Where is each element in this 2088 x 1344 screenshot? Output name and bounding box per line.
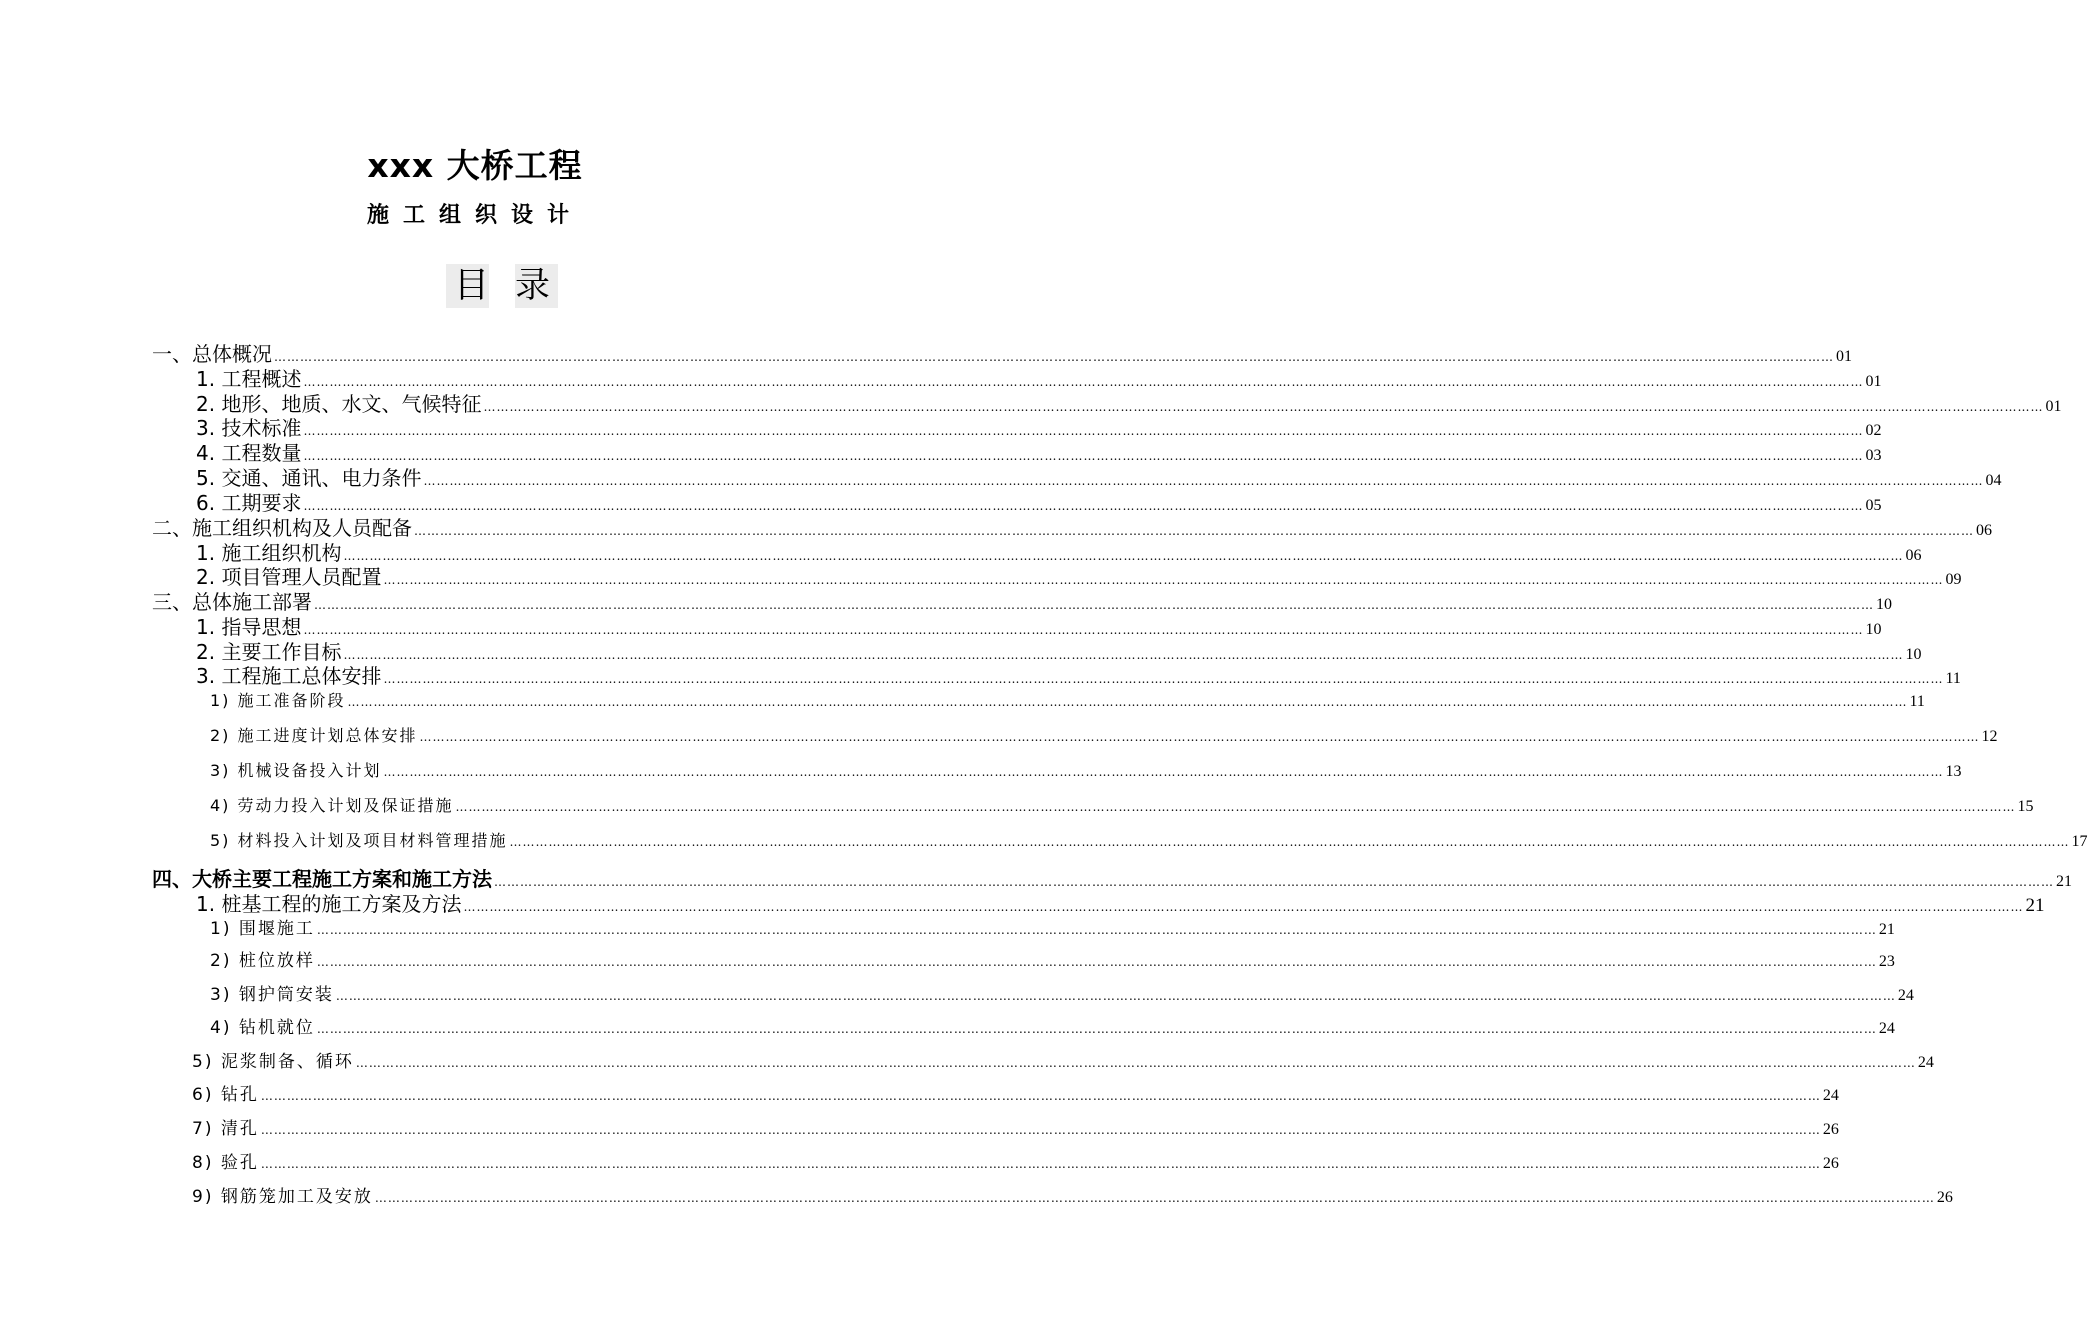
toc-entry[interactable] <box>192 1114 1839 1139</box>
toc-entry-page: 24 <box>1878 1020 1895 1037</box>
leader-dots: ……………………………………………………………………………………………………………………………………………………………………………………………………………………………………………………………………………………………………………………………… <box>423 474 1984 488</box>
toc-entry[interactable] <box>196 888 2045 917</box>
leader-dots: ……………………………………………………………………………………………………………………………………………………………………………………………………………………………………………………………………………………………………………………………… <box>303 623 1864 637</box>
toc-entry-page: 01 <box>1836 348 1852 365</box>
leader-dots: ……………………………………………………………………………………………………………………………………………………………………………………………………………………………………………………………………………………………………………………………… <box>494 875 2054 889</box>
toc-entry-page: 03 <box>1865 447 1882 464</box>
toc-entry-page: 26 <box>1822 1155 1839 1172</box>
toc-entry[interactable] <box>210 828 2088 851</box>
leader-dots: ……………………………………………………………………………………………………………………………………………………………………………………………………………………………………………………………………………………………………………………………… <box>260 1089 1821 1103</box>
toc-entry-page: 21 <box>2025 895 2045 916</box>
leader-dots: ……………………………………………………………………………………………………………………………………………………………………………………………………………………………………………………………………………………………………………………………… <box>374 1191 1935 1205</box>
leader-dots: ……………………………………………………………………………………………………………………………………………………………………………………………………………………………………………………………………………………………………………………………… <box>414 524 1974 538</box>
toc-entry-page: 10 <box>1865 621 1882 638</box>
toc-entry-label: 2. 项目管理人员配置 <box>196 565 382 589</box>
toc-entry-page: 24 <box>1897 987 1914 1004</box>
toc-entry-label: 1. 桩基工程的施工方案及方法 <box>196 892 462 916</box>
toc-entry-label: 三、总体施工部署 <box>152 590 312 614</box>
toc-entry-label: 4) 劳动力投入计划及保证措施 <box>210 796 454 815</box>
toc-entry-label: 一、总体概况 <box>152 342 272 366</box>
toc-entry-page: 10 <box>1905 646 1922 663</box>
toc-entry-label: 8) 验孔 <box>192 1153 259 1173</box>
leader-dots: ……………………………………………………………………………………………………………………………………………………………………………………………………………………………………………………………………………………………………………………………… <box>274 350 1834 364</box>
toc-entry[interactable] <box>192 1047 1934 1072</box>
leader-dots: ……………………………………………………………………………………………………………………………………………………………………………………………………………………………………………………………………………………………………………………………… <box>260 1123 1821 1137</box>
leader-dots: ……………………………………………………………………………………………………………………………………………………………………………………………………………………………………………………………………………………………………………………………… <box>383 573 1944 587</box>
toc-entry[interactable] <box>192 1148 1839 1173</box>
toc-entry-label: 2) 桩位放样 <box>210 951 315 971</box>
leader-dots: ……………………………………………………………………………………………………………………………………………………………………………………………………………………………………………………………………………………………………………………………… <box>347 695 1908 709</box>
leader-dots: ……………………………………………………………………………………………………………………………………………………………………………………………………………………………………………………………………………………………………………………………… <box>355 1056 1916 1070</box>
toc-heading-left: 目 <box>454 266 490 306</box>
toc-entry-page: 06 <box>1905 547 1922 564</box>
toc-entry[interactable] <box>210 914 1895 939</box>
toc-entry-page: 17 <box>2071 833 2088 850</box>
document-subtitle: 施工组织设计 <box>366 203 583 228</box>
leader-dots: ……………………………………………………………………………………………………………………………………………………………………………………………………………………………………………………………………………………………………………………………… <box>316 923 1877 937</box>
toc-entry[interactable] <box>192 1182 1953 1207</box>
toc-entry-label: 四、大桥主要工程施工方案和施工方法 <box>152 867 492 891</box>
toc-entry-label: 3) 钢护筒安装 <box>210 985 334 1005</box>
toc-entry-label: 二、施工组织机构及人员配备 <box>152 516 412 540</box>
toc-entry-label: 1. 施工组织机构 <box>196 541 342 565</box>
toc-entry[interactable] <box>196 660 1961 689</box>
leader-dots: ……………………………………………………………………………………………………………………………………………………………………………………………………………………………………………………………………………………………………………………………… <box>303 424 1864 438</box>
toc-entry-label: 7) 清孔 <box>192 1119 259 1139</box>
leader-dots: ……………………………………………………………………………………………………………………………………………………………………………………………………………………………………………………………………………………………………………………………… <box>316 955 1877 969</box>
toc-entry-label: 4) 钻机就位 <box>210 1018 315 1038</box>
toc-entry-page: 15 <box>2017 798 2034 815</box>
toc-entry-page: 24 <box>1822 1087 1839 1104</box>
toc-entry-page: 21 <box>2056 873 2072 890</box>
toc-entry-page: 05 <box>1865 497 1882 514</box>
toc-entry-page: 26 <box>1822 1121 1839 1138</box>
toc-entry-label: 3. 工程施工总体安排 <box>196 664 382 688</box>
toc-entry-label: 3) 机械设备投入计划 <box>210 761 382 780</box>
toc-entry-page: 01 <box>2045 398 2062 415</box>
toc-entry-page: 12 <box>1981 728 1998 745</box>
toc-entry-label: 3. 技术标准 <box>196 416 302 440</box>
toc-entry-label: 4. 工程数量 <box>196 441 302 465</box>
leader-dots: ……………………………………………………………………………………………………………………………………………………………………………………………………………………………………………………………………………………………………………………………… <box>383 672 1944 686</box>
leader-dots: ……………………………………………………………………………………………………………………………………………………………………………………………………………………………………………………………………………………………………………………………… <box>455 800 2016 814</box>
toc-entry-label: 5) 材料投入计划及项目材料管理措施 <box>210 831 508 850</box>
toc-entry-label: 1) 围堰施工 <box>210 919 315 939</box>
toc-entry-label: 1) 施工准备阶段 <box>210 691 346 710</box>
toc-entry-page: 24 <box>1917 1054 1934 1071</box>
toc-entry[interactable] <box>210 946 1895 971</box>
toc-entry-page: 26 <box>1936 1189 1953 1206</box>
toc-entry-page: 23 <box>1878 953 1895 970</box>
leader-dots: ……………………………………………………………………………………………………………………………………………………………………………………………………………………………………………………………………………………………………………………………… <box>343 648 1904 662</box>
toc-entry-label: 5) 泥浆制备、循环 <box>192 1052 354 1072</box>
toc-entry[interactable] <box>210 758 1962 781</box>
leader-dots: ……………………………………………………………………………………………………………………………………………………………………………………………………………………………………………………………………………………………………………………………… <box>303 375 1864 389</box>
leader-dots: ……………………………………………………………………………………………………………………………………………………………………………………………………………………………………………………………………………………………………………………………… <box>335 989 1896 1003</box>
toc-entry-page: 21 <box>1878 921 1895 938</box>
leader-dots: ……………………………………………………………………………………………………………………………………………………………………………………………………………………………………………………………………………………………………………………………… <box>463 900 2024 914</box>
toc-entry-page: 02 <box>1865 422 1882 439</box>
leader-dots: ……………………………………………………………………………………………………………………………………………………………………………………………………………………………………………………………………………………………………………………………… <box>303 449 1864 463</box>
toc-heading-right: 录 <box>515 266 551 306</box>
leader-dots: ……………………………………………………………………………………………………………………………………………………………………………………………………………………………………………………………………………………………………………………………… <box>316 1022 1877 1036</box>
leader-dots: ……………………………………………………………………………………………………………………………………………………………………………………………………………………………………………………………………………………………………………………………… <box>383 765 1944 779</box>
leader-dots: ……………………………………………………………………………………………………………………………………………………………………………………………………………………………………………………………………………………………………………………………… <box>483 400 2044 414</box>
leader-dots: ……………………………………………………………………………………………………………………………………………………………………………………………………………………………………………………………………………………………………………………………… <box>303 499 1864 513</box>
toc-entry-page: 06 <box>1976 522 1992 539</box>
toc-entry-label: 2. 主要工作目标 <box>196 640 342 664</box>
toc-entry-label: 6. 工期要求 <box>196 491 302 515</box>
toc-entry[interactable] <box>210 688 1925 711</box>
toc-entry-label: 1. 指导思想 <box>196 615 302 639</box>
toc-entry-label: 2) 施工进度计划总体安排 <box>210 726 418 745</box>
toc-entry-page: 01 <box>1865 373 1882 390</box>
toc-entry-label: 6) 钻孔 <box>192 1085 259 1105</box>
toc-entry[interactable] <box>210 723 1998 746</box>
toc-entry[interactable] <box>192 1080 1839 1105</box>
toc-entry[interactable] <box>210 1013 1895 1038</box>
toc-entry-page: 10 <box>1876 596 1892 613</box>
document-title: xxx 大桥工程 <box>367 146 583 185</box>
leader-dots: ……………………………………………………………………………………………………………………………………………………………………………………………………………………………………………………………………………………………………………………………… <box>314 598 1874 612</box>
toc-entry-page: 11 <box>1909 693 1925 710</box>
toc-entry-label: 1. 工程概述 <box>196 367 302 391</box>
leader-dots: ……………………………………………………………………………………………………………………………………………………………………………………………………………………………………………………………………………………………………………………………… <box>260 1157 1821 1171</box>
toc-entry[interactable] <box>210 793 2034 816</box>
toc-entry-page: 11 <box>1945 670 1961 687</box>
toc-entry-label: 2. 地形、地质、水文、气候特征 <box>196 392 482 416</box>
toc-entry[interactable] <box>210 980 1914 1005</box>
toc-entry-page: 04 <box>1985 472 2002 489</box>
toc-entry-label: 9) 钢筋笼加工及安放 <box>192 1187 373 1207</box>
toc-entry-label: 5. 交通、通讯、电力条件 <box>196 466 422 490</box>
toc-entry-page: 13 <box>1945 763 1962 780</box>
toc-entry-page: 09 <box>1945 571 1962 588</box>
leader-dots: ……………………………………………………………………………………………………………………………………………………………………………………………………………………………………………………………………………………………………………………………… <box>419 730 1980 744</box>
leader-dots: ……………………………………………………………………………………………………………………………………………………………………………………………………………………………………………………………………………………………………………………………… <box>509 835 2070 849</box>
leader-dots: ……………………………………………………………………………………………………………………………………………………………………………………………………………………………………………………………………………………………………………………………… <box>343 549 1904 563</box>
